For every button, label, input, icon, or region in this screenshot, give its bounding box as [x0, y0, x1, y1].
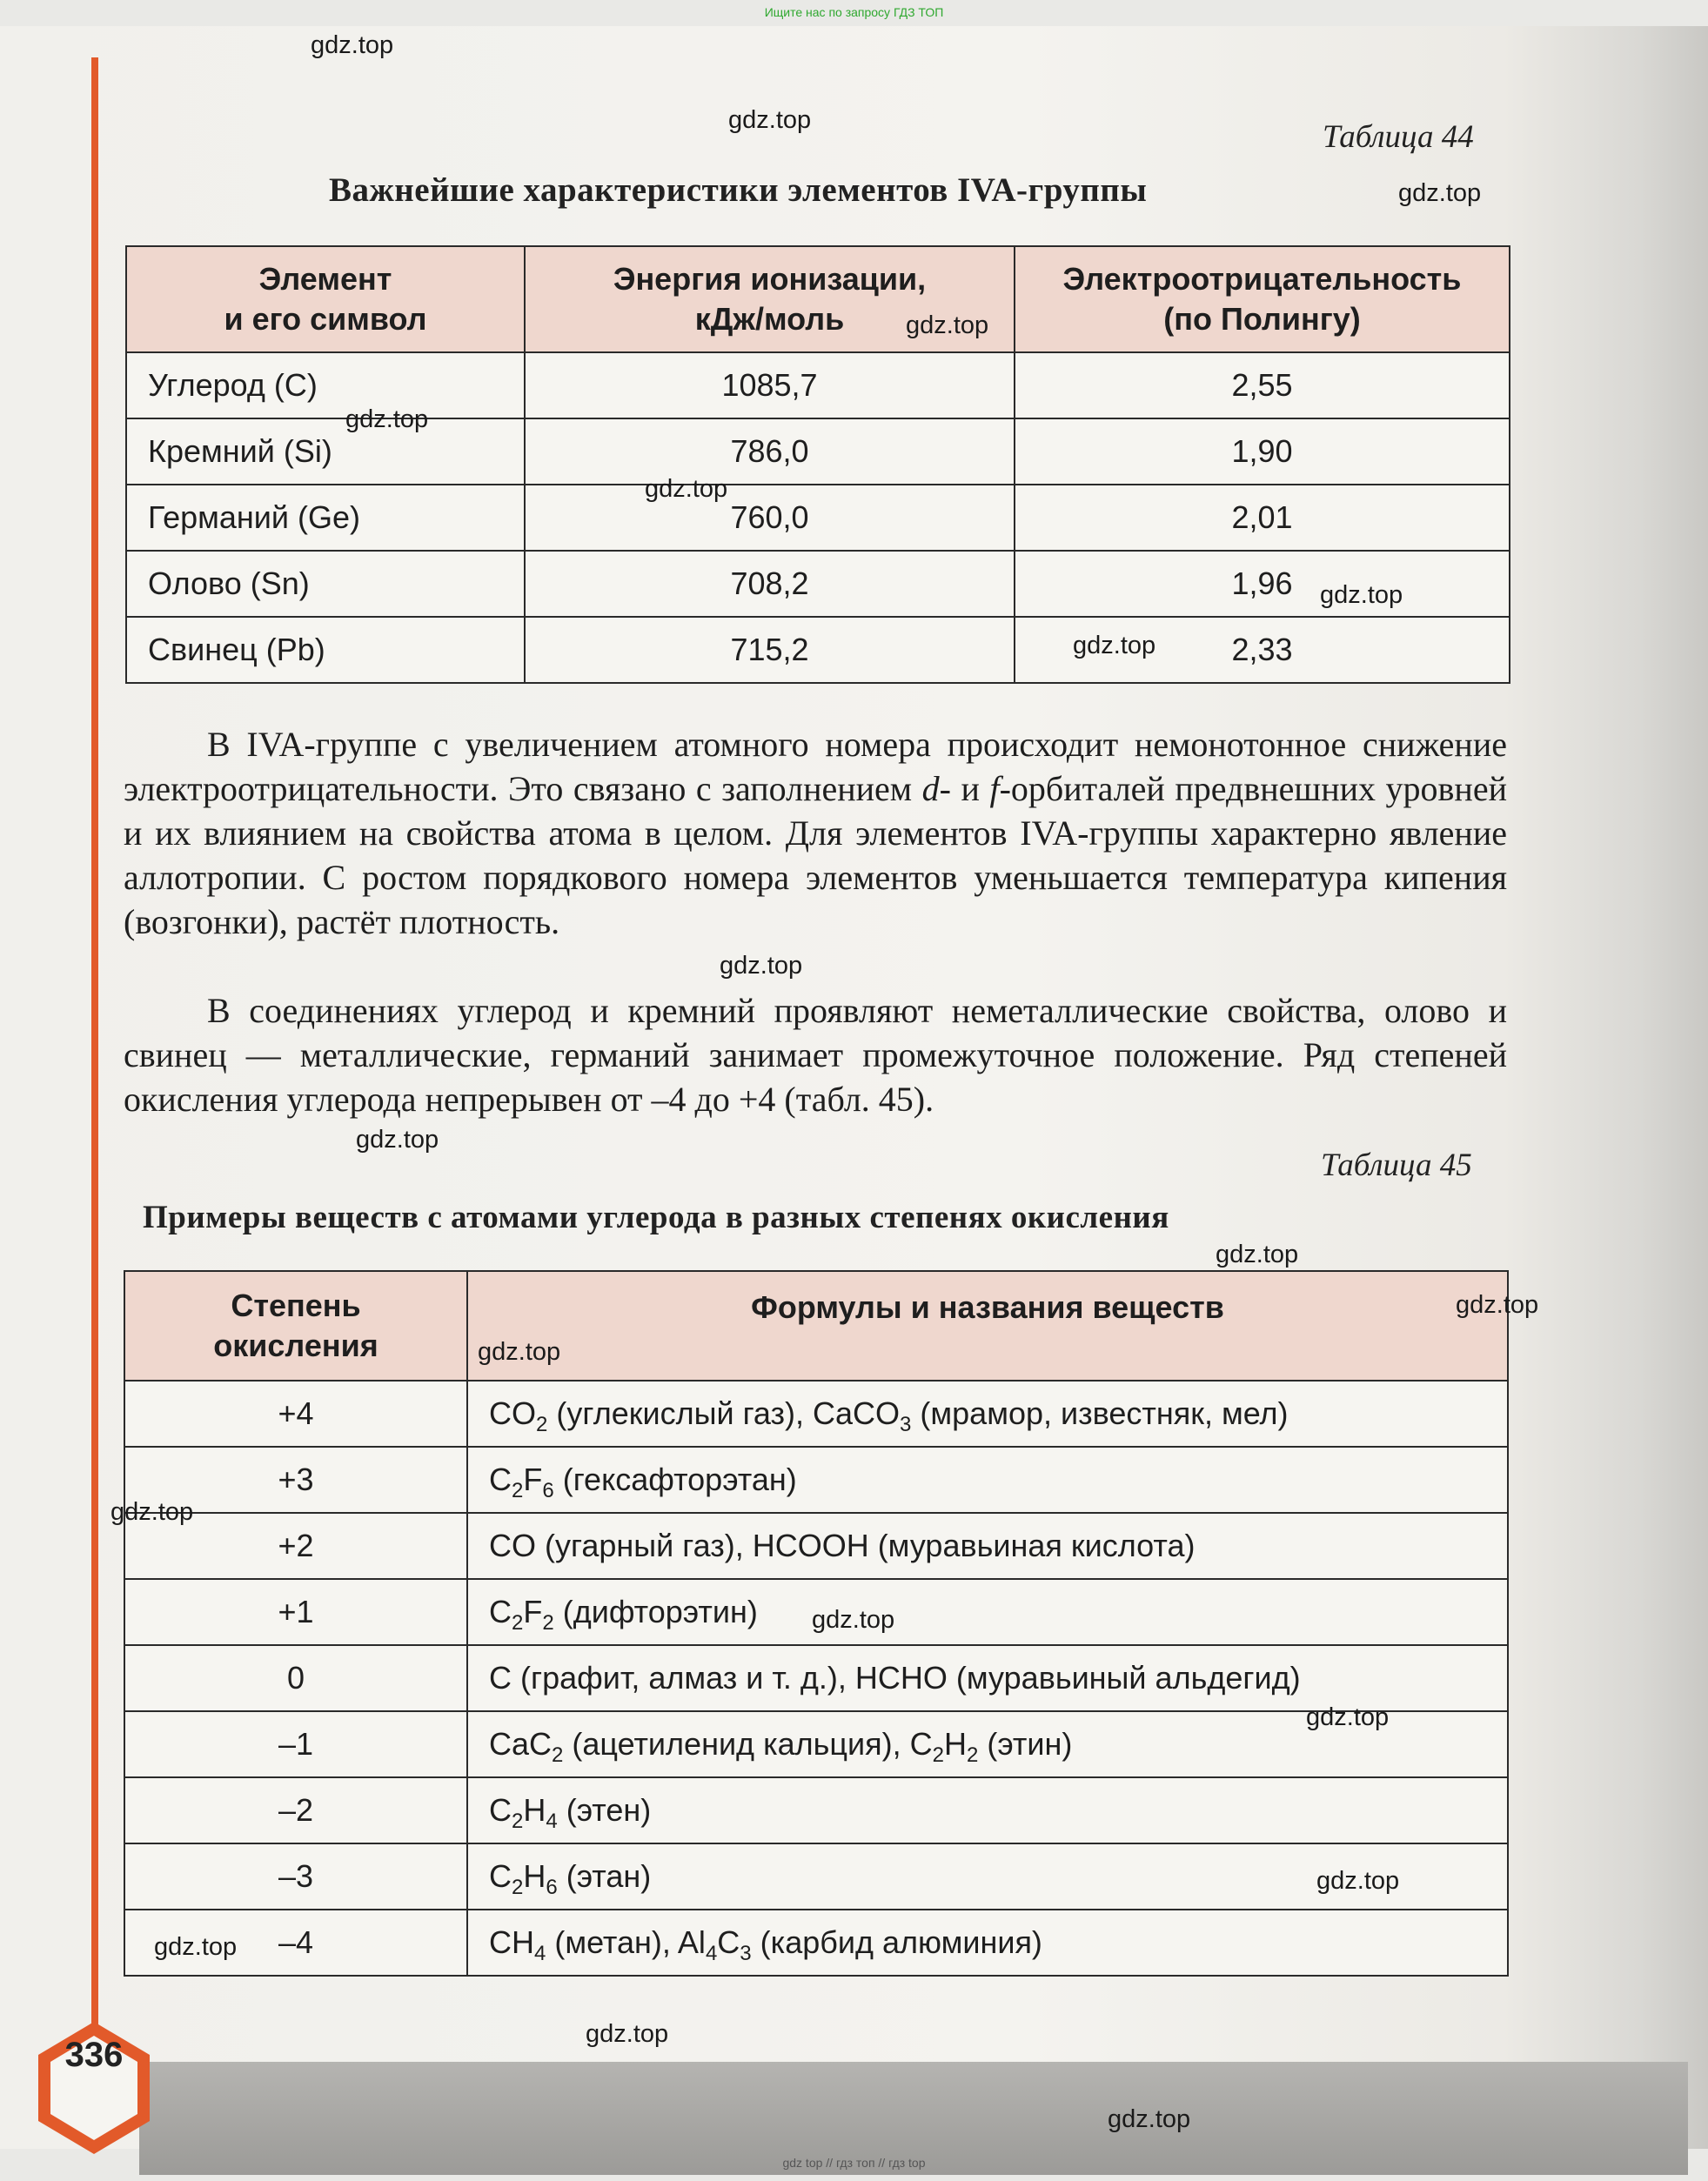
table44-header-ionization: Энергия ионизации, кДж/моль	[525, 246, 1015, 352]
table-row	[126, 551, 1510, 617]
table-row	[124, 1513, 1508, 1579]
formula-cell: $C_2F_2$ (дифторэтин)	[467, 1579, 1508, 1645]
watermark: gdz.top	[111, 1498, 194, 1526]
table-row	[126, 352, 1510, 418]
formula-cell: CaC$_2$ (ацетиленид кальция), $C_2H_2$ (этин)	[467, 1711, 1508, 1777]
ionization-cell: 715,2	[525, 617, 1015, 683]
oxidation-state-cell: 0	[124, 1645, 467, 1711]
table44	[125, 245, 1510, 684]
watermark: gdz.top	[1216, 1241, 1299, 1268]
table44-caption: Таблица 44	[1323, 119, 1474, 155]
oxidation-state-cell: –4	[124, 1910, 467, 1976]
electronegativity-cell: 1,96	[1015, 551, 1510, 617]
oxidation-state-cell: +2	[124, 1513, 467, 1579]
watermark: gdz.top	[720, 952, 803, 980]
paragraph-1: В IVA-группе с увеличением атомного номера происходит немонотонное снижение электроотрицательности. Это связано с заполнением d- и f-орбиталей предвнешних уровней и их влиянием на свойства атома в целом. Для элементов IVA-группы характерно явление аллотропии. С ростом порядкового номера элементов уменьшается температура кипения (возгонки), растёт плотность.	[124, 725, 1507, 941]
element-cell: Германий (Ge)	[126, 485, 525, 551]
watermark: gdz.top	[1456, 1291, 1539, 1319]
watermark: gdz.top	[906, 311, 989, 339]
formula-cell: $C_2F_6$ (гексафторэтан)	[467, 1447, 1508, 1513]
table-row	[124, 1381, 1508, 1447]
watermark: gdz.top	[728, 106, 812, 134]
formula-cell: C (графит, алмаз и т. д.), HCHO (муравьиный альдегид)	[467, 1645, 1508, 1711]
oxidation-state-cell: –1	[124, 1711, 467, 1777]
page-number: 336	[64, 2036, 124, 2074]
table44-header-element: Элемент и его символ	[126, 246, 525, 352]
table45-header-formulas: Формулы и названия веществ	[467, 1271, 1508, 1381]
watermark: gdz.top	[586, 2020, 669, 2048]
ionization-cell: 786,0	[525, 418, 1015, 485]
table44-header-electronegativity: Электроотрицательность (по Полингу)	[1015, 246, 1510, 352]
table44-title: Важнейшие характеристики элементов IVA-группы	[329, 171, 1148, 209]
formula-cell: $CH_4$ (метан), $Al_4C_3$ (карбид алюминия)	[467, 1910, 1508, 1976]
table44-header-row	[126, 246, 1510, 352]
watermark: gdz.top	[356, 1126, 439, 1154]
paragraph-2: В соединениях углерод и кремний проявляют неметаллические свойства, олово и свинец — металлические, германий занимает промежуточное положение. Ряд степеней окисления углерода непрерывен от –4 до +4 (табл. 45).	[124, 991, 1507, 1119]
table-row	[126, 485, 1510, 551]
table-row	[124, 1843, 1508, 1910]
watermark: gdz.top	[1108, 2105, 1191, 2133]
table-row	[124, 1645, 1508, 1711]
ionization-cell: 760,0	[525, 485, 1015, 551]
oxidation-state-cell: –2	[124, 1777, 467, 1843]
element-cell: Олово (Sn)	[126, 551, 525, 617]
watermark: gdz.top	[154, 1933, 238, 1961]
watermark: gdz.top	[812, 1606, 895, 1634]
watermark: gdz.top	[1316, 1867, 1400, 1895]
electronegativity-cell: 2,55	[1015, 352, 1510, 418]
watermark: gdz.top	[1398, 179, 1482, 207]
table45-caption: Таблица 45	[1321, 1147, 1472, 1183]
watermark: gdz.top	[345, 405, 429, 433]
electronegativity-cell: 2,33	[1015, 617, 1510, 683]
table45-header-state: Степень окисления	[124, 1271, 467, 1381]
table-row	[126, 418, 1510, 485]
ionization-cell: 708,2	[525, 551, 1015, 617]
bottom-banner: gdz top // гдз топ // гдз top	[782, 2156, 926, 2170]
table-row	[126, 617, 1510, 683]
watermark: gdz.top	[478, 1338, 561, 1366]
top-banner: Ищите нас по запросу ГДЗ ТОП	[764, 5, 944, 19]
page-margin-rule	[91, 57, 98, 2058]
table45-header-row	[124, 1271, 1508, 1381]
formula-cell: $CO_2$ (углекислый газ), CaCO$_3$ (мрамор, известняк, мел)	[467, 1381, 1508, 1447]
table-row	[124, 1447, 1508, 1513]
electronegativity-cell: 1,90	[1015, 418, 1510, 485]
formula-cell: CO (угарный газ), HCOOH (муравьиная кислота)	[467, 1513, 1508, 1579]
table45-title: Примеры веществ с атомами углерода в разных степенях окисления	[143, 1200, 1169, 1235]
formula-cell: $C_2H_4$ (этен)	[467, 1777, 1508, 1843]
watermark: gdz.top	[1306, 1703, 1390, 1731]
watermark: gdz.top	[1320, 581, 1403, 609]
formula-cell: $C_2H_6$ (этан)	[467, 1843, 1508, 1910]
oxidation-state-cell: –3	[124, 1843, 467, 1910]
oxidation-state-cell: +3	[124, 1447, 467, 1513]
watermark: gdz.top	[311, 31, 394, 59]
element-cell: Свинец (Pb)	[126, 617, 525, 683]
table-row	[124, 1711, 1508, 1777]
table-row	[124, 1777, 1508, 1843]
element-cell: Углерод (C)	[126, 352, 525, 418]
watermark: gdz.top	[1073, 632, 1156, 659]
table-row	[124, 1910, 1508, 1976]
ionization-cell: 1085,7	[525, 352, 1015, 418]
electronegativity-cell: 2,01	[1015, 485, 1510, 551]
oxidation-state-cell: +4	[124, 1381, 467, 1447]
element-cell: Кремний (Si)	[126, 418, 525, 485]
oxidation-state-cell: +1	[124, 1579, 467, 1645]
watermark: gdz.top	[645, 475, 728, 503]
